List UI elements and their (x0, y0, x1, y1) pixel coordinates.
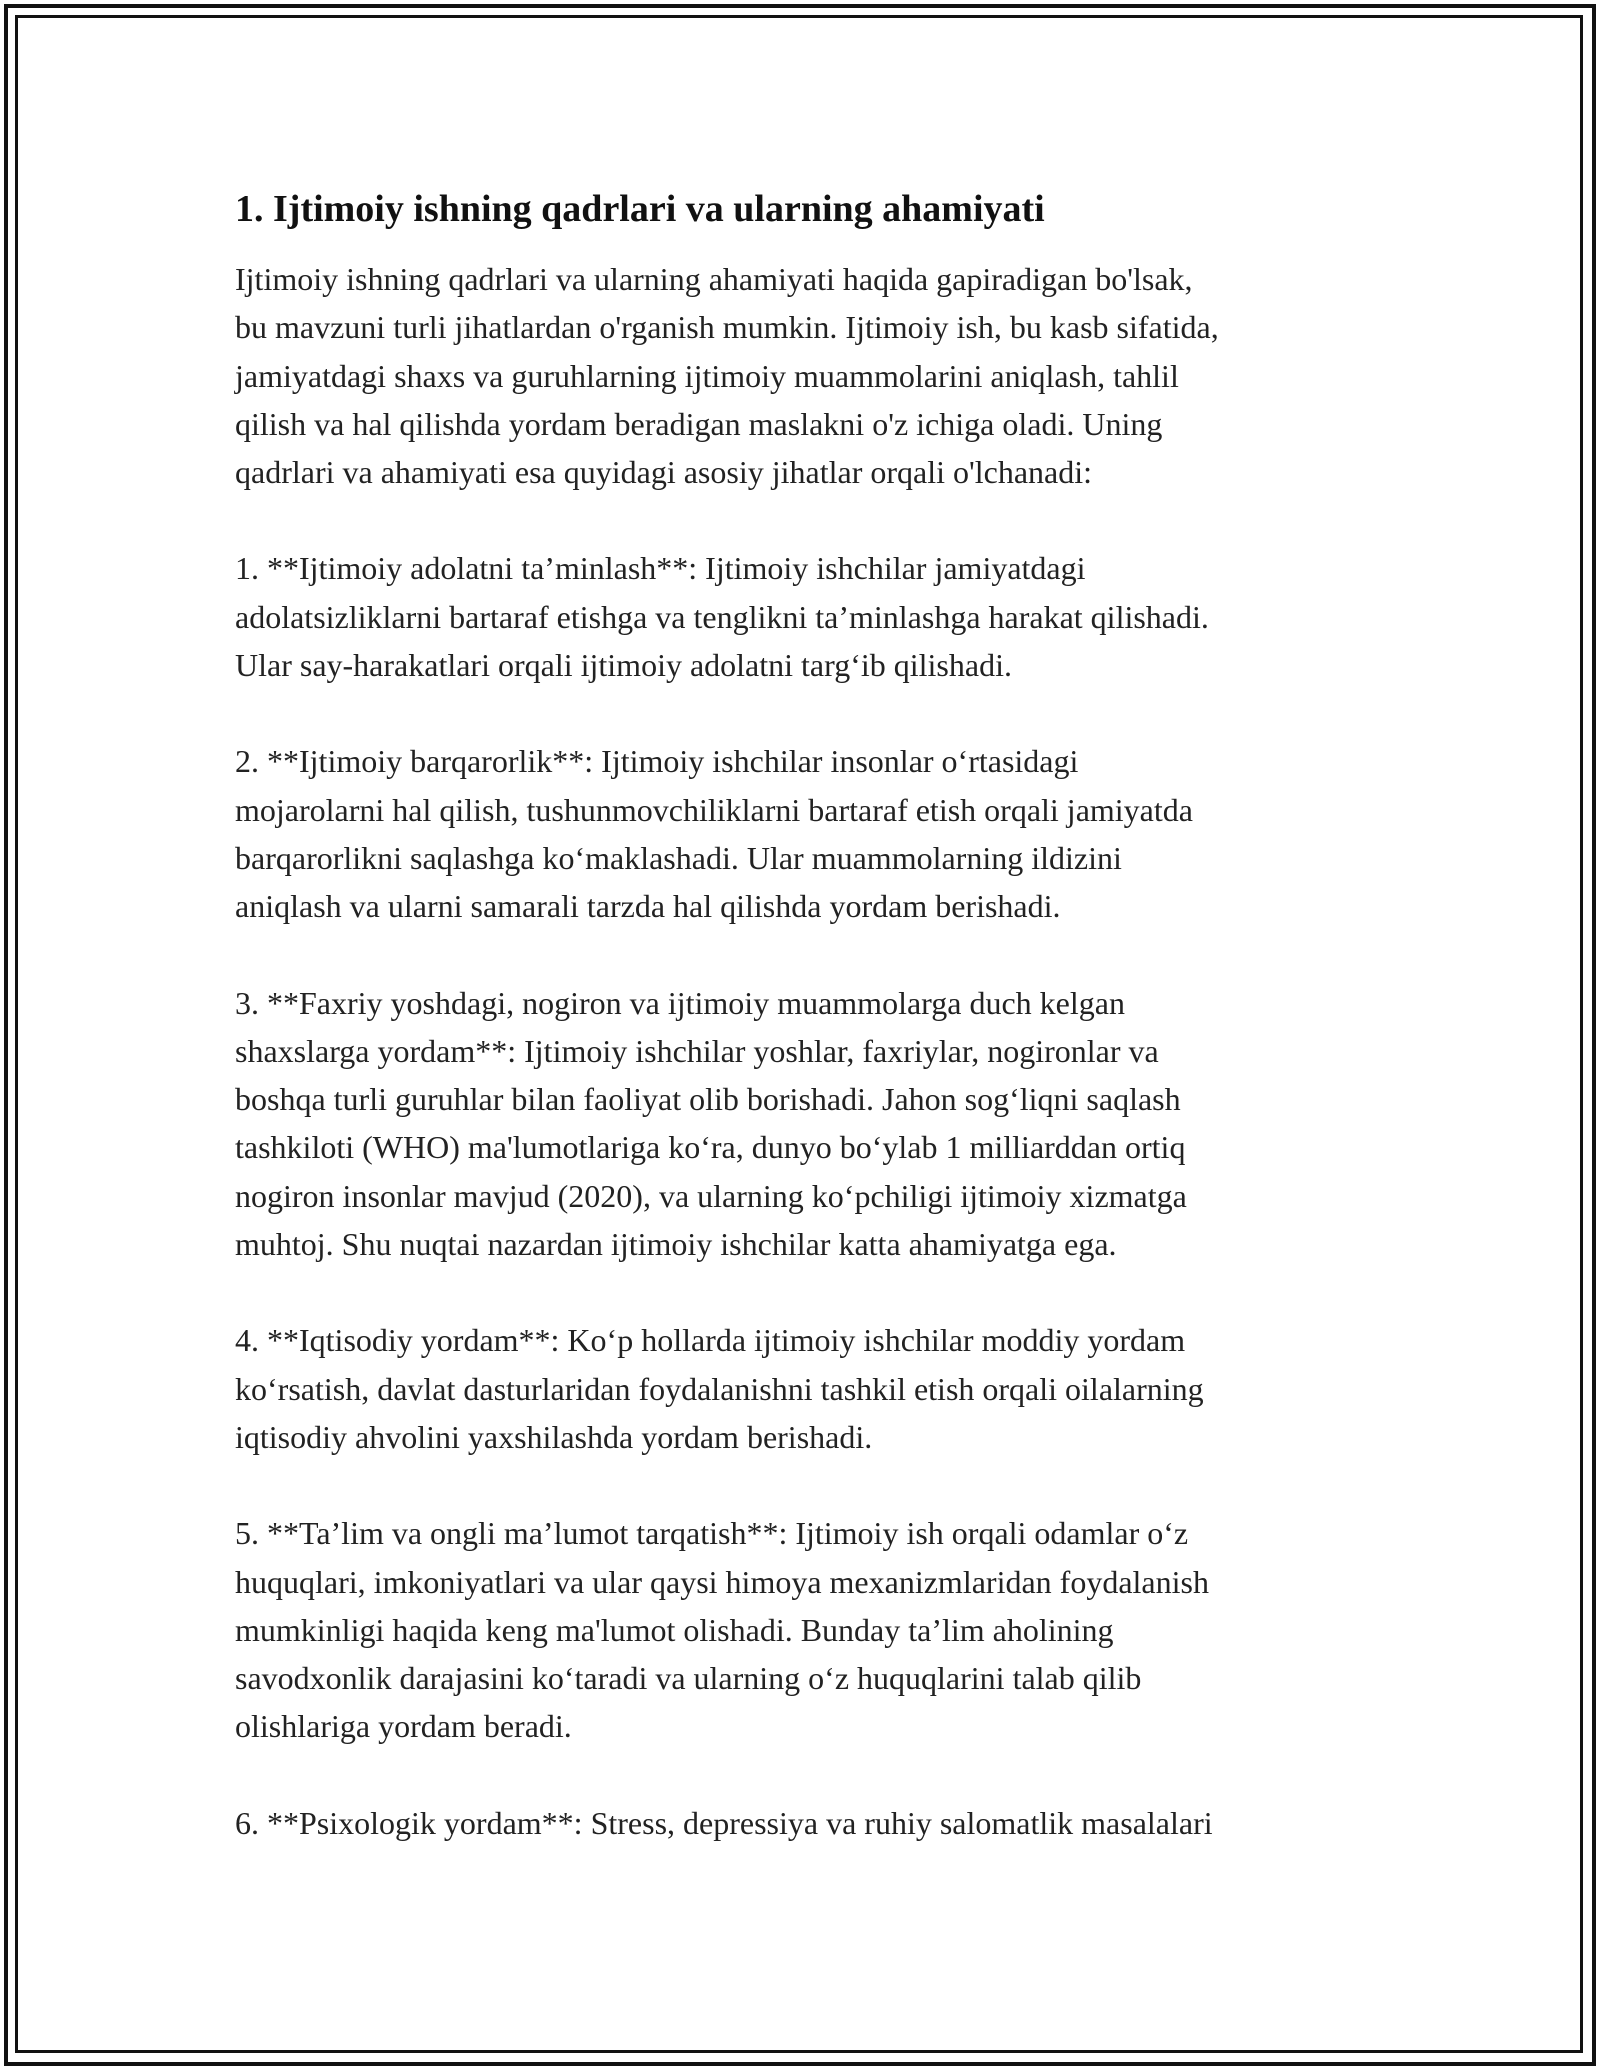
list-item-social-justice: 1. **Ijtimoiy adolatni ta’minlash**: Ijtimoiy ishchilar jamiyatdagi adolatsizliklarni bartaraf etishga va tenglikni ta’minlashga harakat qilishadi. Ular say-harakatlari orqali ijtimoiy adolatni targ‘ib qilishadi. (235, 550, 1209, 684)
list-item-economic-help: 4. **Iqtisodiy yordam**: Ko‘p hollarda ijtimoiy ishchilar moddiy yordam ko‘rsatish, davlat dasturlaridan foydalanishni tashkil etish orqali oilalarning iqtisodiy ahvolini yaxshilashda yordam berishadi. (235, 1322, 1204, 1455)
intro-paragraph: Ijtimoiy ishning qadrlari va ularning ahamiyati haqida gapiradigan bo'lsak, bu mavzuni turli jihatlardan o'rganish mumkin. Ijtimoiy ish, bu kasb sifatida, jamiyatdagi shaxs va guruhlarning ijtimoiy muammolarini aniqlash, tahlil qilish va hal qilishda yordam beradigan maslakni o'z ichiga oladi. Uning qadrlari va ahamiyati esa quyidagi asosiy jihatlar orqali o'lchanadi: (235, 261, 1219, 491)
list-item-social-stability: 2. **Ijtimoiy barqarorlik**: Ijtimoiy ishchilar insonlar o‘rtasidagi mojarolarni hal qilish, tushunmovchiliklarni bartaraf etish orqali jamiyatda barqarorlikni saqlashga ko‘maklashadi. Ular muammolarning ildizini aniqlash va ularni samarali tarzda hal qilishda yordam berishadi. (235, 743, 1193, 925)
list-item-education-information: 5. **Ta’lim va ongli ma’lumot tarqatish**: Ijtimoiy ish orqali odamlar o‘z huquqlari, imkoniyatlari va ular qaysi himoya mexanizmlaridan foydalanish mumkinligi haqida keng ma'lumot olishadi. Bunday ta’lim aholining savodxonlik darajasini ko‘taradi va ularning o‘z huquqlarini talab qilib olishlariga yordam beradi. (235, 1515, 1209, 1745)
document-body (235, 185, 1375, 1895)
list-item-help-vulnerable-groups: 3. **Faxriy yoshdagi, nogiron va ijtimoiy muammolarga duch kelgan shaxslarga yordam**: Ijtimoiy ishchilar yoshlar, faxriylar, nogironlar va boshqa turli guruhlar bilan faoliyat olib borishadi. Jahon sog‘liqni saqlash tashkiloti (WHO) ma'lumotlariga ko‘ra, dunyo bo‘ylab 1 milliarddan ortiq nogiron insonlar mavjud (2020), va ularning ko‘pchiligi ijtimoiy xizmatga muhtoj. Shu nuqtai nazardan ijtimoiy ishchilar katta ahamiyatga ega. (235, 984, 1187, 1263)
section-heading: 1. Ijtimoiy ishning qadrlari va ularning ahamiyati (235, 188, 1045, 230)
list-item-psychological-help: 6. **Psixologik yordam**: Stress, depressiya va ruhiy salomatlik masalalari (235, 1804, 1213, 1841)
